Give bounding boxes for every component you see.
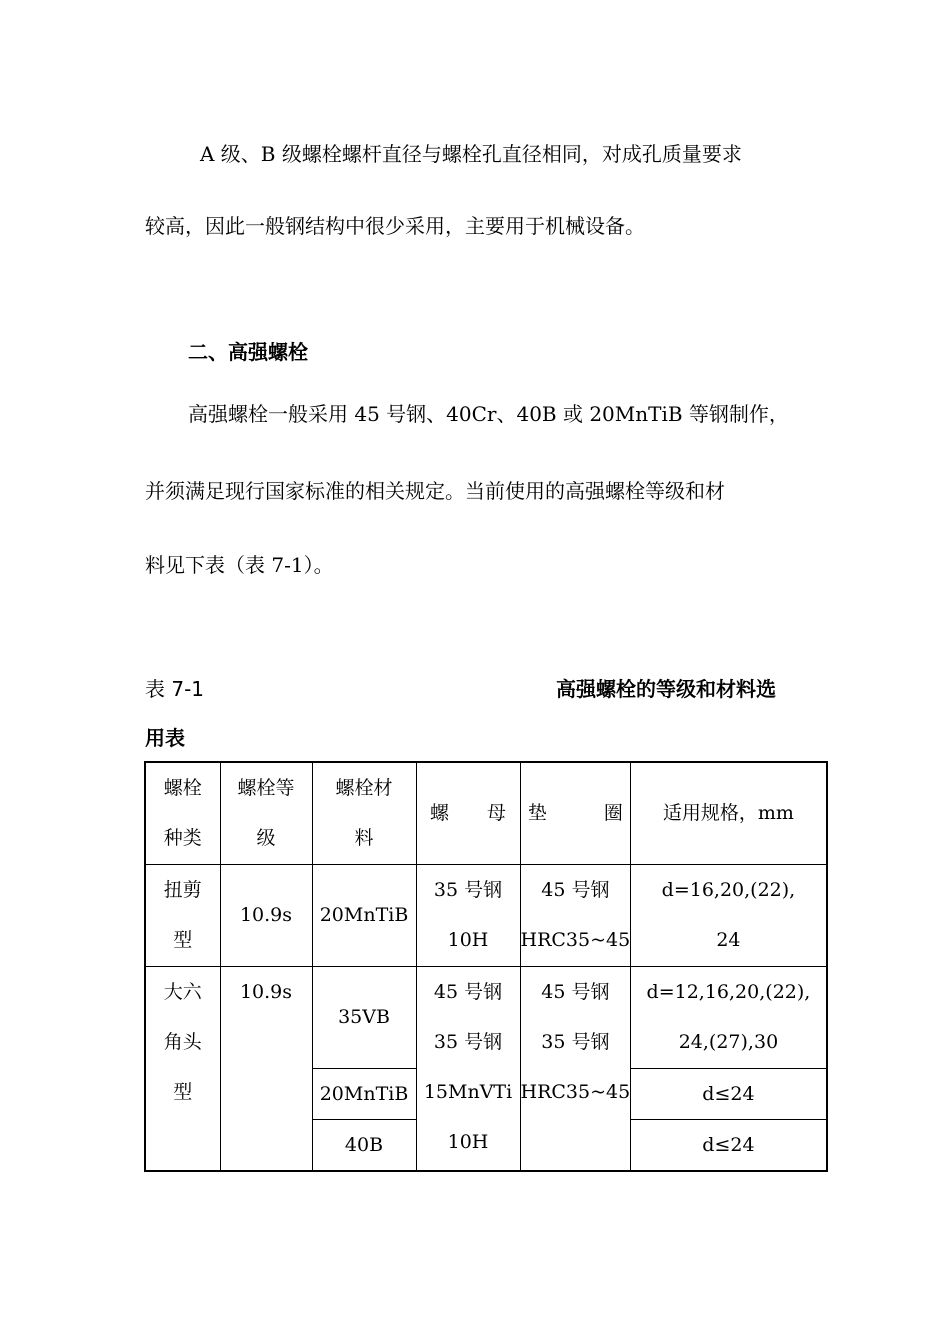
row1-type: 扭剪 型 [145, 864, 220, 966]
paragraph2-line3: 料见下表（表 7-1）。 [145, 553, 334, 577]
table-row-hex-head [145, 966, 827, 1068]
row1-grade: 10.9s [220, 864, 312, 966]
row1-nut: 35 号钢 10H [416, 864, 520, 966]
paragraph2-line1: 高强螺栓一般采用 45 号钢、40Cr、40B 或 20MnTiB 等钢制作， [188, 402, 789, 426]
paragraph1-line1: A 级、B 级螺栓螺杆直径与螺栓孔直径相同，对成孔质量要求 [200, 142, 742, 166]
paragraph1-line2: 较高，因此一般钢结构中很少采用，主要用于机械设备。 [145, 214, 645, 238]
header-washer: 垫 圈 [520, 762, 631, 864]
row1-spec: d=16,20,(22), 24 [631, 864, 827, 966]
row2-washer: 45 号钢 35 号钢 HRC35~45 [520, 966, 631, 1171]
table-title-part1: 高强螺栓的等级和材料选 [556, 677, 776, 701]
header-spec: 适用规格，mm [631, 762, 827, 864]
row2-spec-c: d≤24 [631, 1119, 827, 1171]
bolt-grade-table [144, 761, 828, 1172]
row2-nut: 45 号钢 35 号钢 15MnVTi 10H [416, 966, 520, 1171]
row1-material: 20MnTiB [312, 864, 416, 966]
row2-spec-b: d≤24 [631, 1068, 827, 1119]
row2-material-c: 40B [312, 1119, 416, 1171]
row1-washer: 45 号钢 HRC35~45 [520, 864, 631, 966]
row2-type: 大六 角头 型 [145, 966, 220, 1171]
paragraph2-line2: 并须满足现行国家标准的相关规定。当前使用的高强螺栓等级和材 [145, 479, 725, 503]
row2-material-b: 20MnTiB [312, 1068, 416, 1119]
header-material: 螺栓材 料 [312, 762, 416, 864]
row2-spec-a: d=12,16,20,(22), 24,(27),30 [631, 966, 827, 1068]
row2-material-a: 35VB [312, 966, 416, 1068]
header-type: 螺栓 种类 [145, 762, 220, 864]
row2-grade: 10.9s [220, 966, 312, 1171]
header-nut: 螺 母 [416, 762, 520, 864]
table-title-part2: 用表 [145, 726, 185, 750]
section-heading: 二、高强螺栓 [188, 340, 308, 364]
table-row-torsion-shear [145, 864, 827, 966]
table-number: 表 7-1 [145, 677, 205, 701]
header-grade: 螺栓等 级 [220, 762, 312, 864]
table-header-row [145, 762, 827, 864]
